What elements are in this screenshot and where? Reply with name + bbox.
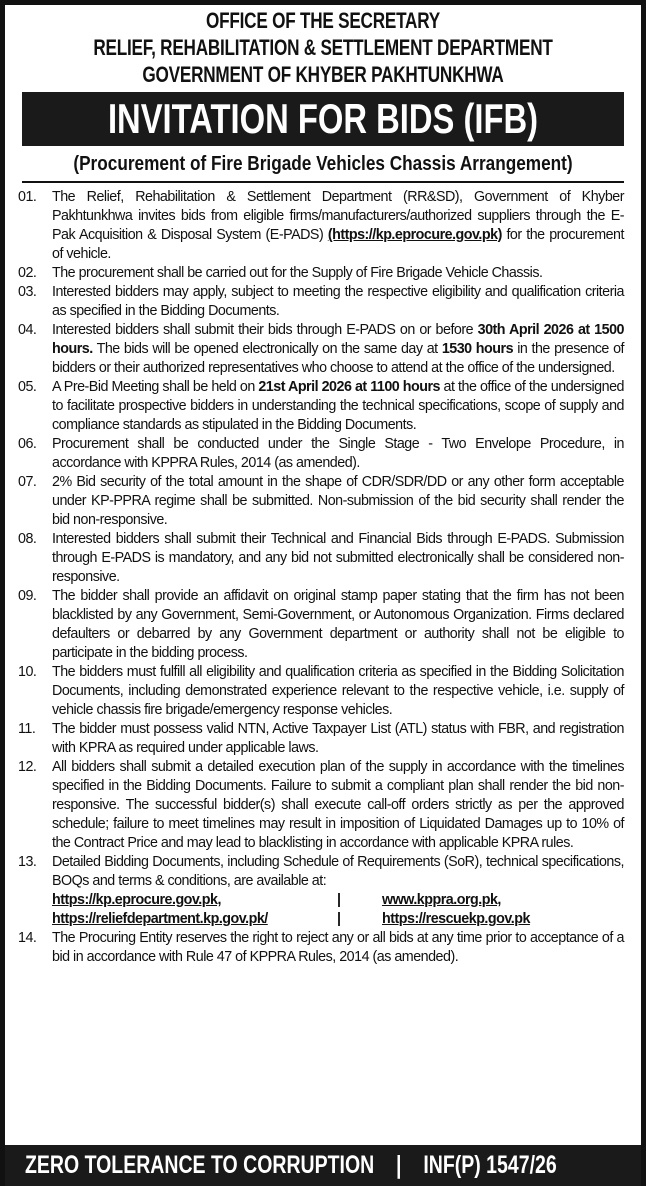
procurement-subtitle-line [5,151,641,177]
document-links [52,891,624,929]
list-item [18,587,624,663]
list-item [18,264,624,283]
item-text [52,720,624,758]
list-item [18,283,624,321]
list-item [18,435,624,473]
link-separator: | [337,911,341,927]
text-segment: The Relief, Rehabilitation & Settlement Department (RR&SD), Government of Khyber Pakhtunkhwa invites bids from eligible firms/manufacturers/authorized suppliers through the E-Pak Acquisition & Disposal System (E-PADS) [52,189,624,243]
ifb-title: INVITATION FOR BIDS (IFB) [107,95,539,142]
list-item [18,530,624,587]
item-number: 12. [18,759,37,775]
footer-line [25,1145,641,1186]
text-segment: Interested bidders shall submit their bids through E-PADS on or before [52,322,478,338]
text-segment: Procurement shall be conducted under the Single Stage - Two Envelope Procedure, in accordance with KPPRA Rules, 2014 (as amended). [52,436,624,471]
item-text [52,663,624,720]
list-item [18,188,624,264]
text-segment: 2% Bid security of the total amount in the shape of CDR/SDR/DD or any other form acceptable under KP-PPRA regime shall be submitted. Non-submission of the bid security shall render the bid non-responsive. [52,474,624,528]
office-title-line [5,7,641,34]
text-segment: in the presence of bidders or their authorized representatives who choose to attend at the office of the undersigned. [52,341,624,376]
item-number: 02. [18,265,37,281]
item-number: 13. [18,854,37,870]
item-text [52,435,624,473]
list-item [18,663,624,720]
list-item [18,758,624,853]
text-segment: Interested bidders may apply, subject to meeting the respective eligibility and qualification criteria as specified in the Bidding Documents. [52,284,624,319]
epads-link[interactable]: (https://kp.eprocure.gov.pk) [327,227,502,243]
list-item [18,473,624,530]
divider [22,181,624,183]
text-segment: The bidder must possess valid NTN, Active Taxpayer List (ATL) status with FBR, and registration with KPRA as required under applicable laws. [52,721,624,756]
text-segment: for the procurement of vehicle. [52,227,624,262]
emphasis-text: 1530 hours [441,341,514,357]
text-segment: A Pre-Bid Meeting shall be held on [52,379,259,395]
item-number: 11. [18,721,36,737]
department-title-line [5,34,641,61]
item-text [52,473,624,530]
item-text: The Procuring Entity reserves the right to reject any or all bids at any time prior to acceptance of a bid in accordance with Rule 47 of KPPRA Rules, 2014 (as amended). [52,930,624,965]
item-text [52,530,624,587]
office-title: OFFICE OF THE SECRETARY [206,8,440,33]
text-segment: The bidders must fulfill all eligibility and qualification criteria as specified in the Bidding Solicitation Documents, including demonstrated experience relevant to the respective vehicle, i.e. supply of vehicle chassis fire brigade/emergency response vehicles. [52,664,624,718]
footer-slogan: ZERO TOLERANCE TO CORRUPTION [25,1151,375,1179]
footer-reference: INF(P) 1547/26 [423,1151,557,1179]
item-number: 04. [18,322,37,338]
item-number: 06. [18,436,37,452]
item-number: 07. [18,474,37,490]
procurement-subtitle: (Procurement of Fire Brigade Vehicles Chassis Arrangement) [73,153,573,175]
footer-banner [5,1145,641,1186]
item-text [52,321,624,378]
link-eprocure[interactable]: https://kp.eprocure.gov.pk, [52,892,221,908]
link-rescue[interactable]: https://rescuekp.gov.pk [382,911,530,927]
item-number: 03. [18,284,37,300]
item-number: 14. [18,930,37,946]
ifb-title-banner [22,92,624,146]
item-text [52,853,624,891]
text-segment: at the office of the undersigned to facilitate prospective bidders in understanding the technical specifications, scope of supply and compliance standards as stipulated in the Bidding Documents. [52,379,624,433]
emphasis-text: 30th April 2026 at 1500 hours. [52,322,624,357]
footer-separator: | [396,1151,402,1179]
item-text [52,188,624,264]
emphasis-text: 21st April 2026 at 1100 hours [258,379,440,395]
list-item [18,378,624,435]
item-text [52,264,624,283]
text-segment: Interested bidders shall submit their Technical and Financial Bids through E-PADS. Submission through E-PADS is mandatory, and any bid not submitted electronically shall be considered non-responsive. [52,531,624,585]
item-number: 08. [18,531,37,547]
list-item [18,720,624,758]
government-title: GOVERNMENT OF KHYBER PAKHTUNKHWA [142,62,504,87]
government-title-line [5,61,641,88]
link-relief-department[interactable]: https://reliefdepartment.kp.gov.pk/ [52,911,268,927]
bid-terms-list [18,188,624,967]
item-text [52,378,624,435]
spacer [5,967,641,1145]
link-kppra[interactable]: www.kppra.org.pk, [382,892,501,908]
item-number: 10. [18,664,37,680]
text-segment: The bidder shall provide an affidavit on original stamp paper stating that the firm has not been blacklisted by any Government, Semi-Government, or Autonomous Organization. Firms declared defaulters or debarred by any Government department or authority shall not be eligible to participate in the bidding process. [52,588,624,661]
item-number: 05. [18,379,37,395]
department-title: RELIEF, REHABILITATION & SETTLEMENT DEPARTMENT [93,35,553,60]
text-segment: The procurement shall be carried out for the Supply of Fire Brigade Vehicle Chassis. [52,265,543,281]
text-segment: The bids will be opened electronically on the same day at [92,341,442,357]
item-text [52,283,624,321]
item-number: 01. [18,189,37,205]
item-text [52,587,624,663]
link-separator: | [337,892,341,908]
text-segment: Detailed Bidding Documents, including Schedule of Requirements (SoR), technical specifications, BOQs and terms & conditions, are available at: [52,854,624,889]
item-number: 09. [18,588,37,604]
list-item [18,929,624,967]
text-segment: All bidders shall submit a detailed execution plan of the supply in accordance with the timelines specified in the Bidding Documents. Failure to submit a compliant plan shall render the bid non-responsive. The successful bidder(s) shall execute call-off orders strictly as per the approved schedule; failure to meet timelines may result in imposition of Liquidated Damages up to 10% of the Contract Price and may lead to blacklisting in accordance with applicable KPRA rules. [52,759,624,851]
list-item [18,321,624,378]
item-text [52,758,624,853]
list-item [18,853,624,891]
